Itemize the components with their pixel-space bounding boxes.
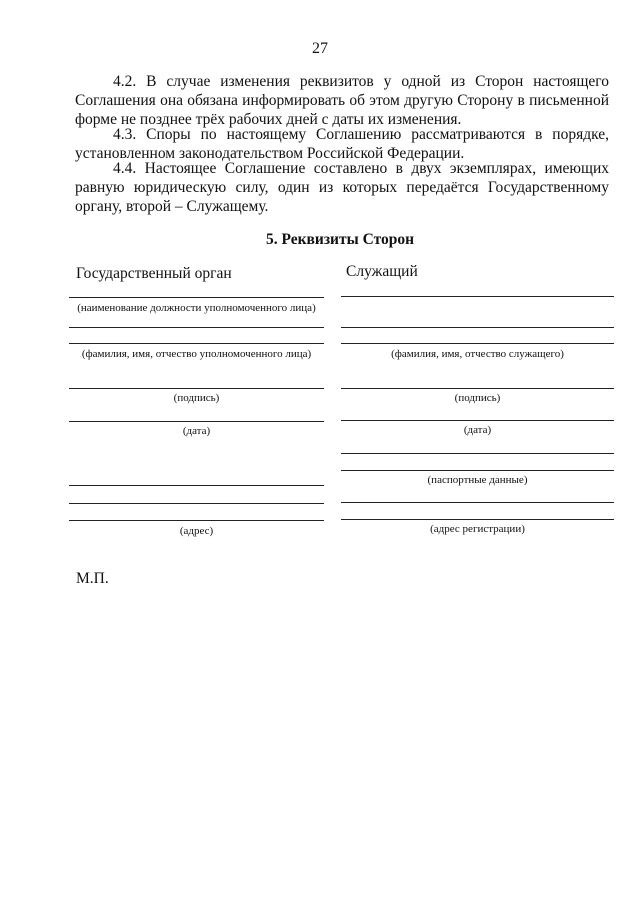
right-column-heading: Служащий — [346, 263, 418, 280]
employee-name-caption: (фамилия, имя, отчество служащего) — [391, 348, 564, 360]
registration-line-1 — [341, 502, 614, 503]
registration-caption: (адрес регистрации) — [430, 523, 525, 535]
position-line-2 — [69, 327, 324, 328]
registration-line-2 — [341, 519, 614, 520]
passport-caption: (паспортные данные) — [427, 474, 528, 486]
authorized-name-caption: (фамилия, имя, отчество уполномоченного лица) — [81, 348, 312, 360]
employee-name-line — [341, 343, 614, 344]
left-address-caption: (адрес) — [179, 525, 214, 537]
right-date-line — [341, 420, 614, 421]
passport-line-1 — [341, 453, 614, 454]
address-line-1 — [69, 485, 324, 486]
employee-line-1 — [341, 296, 614, 297]
address-line-2 — [69, 503, 324, 504]
left-date-line — [69, 421, 324, 422]
authorized-name-line — [69, 343, 324, 344]
section-title: 5. Реквизиты Сторон — [265, 231, 415, 248]
passport-line-2 — [341, 470, 614, 471]
left-signature-caption: (подпись) — [173, 392, 220, 404]
left-column-heading: Государственный орган — [76, 265, 232, 282]
authorized-name-line-2 — [69, 388, 324, 389]
position-caption: (наименование должности уполномоченного лица) — [77, 302, 316, 314]
paragraph-4-3: 4.3. Споры по настоящему Соглашению рассматриваются в порядке, установленном законодательством Российской Федерации. — [75, 126, 609, 162]
right-date-caption: (дата) — [463, 424, 492, 436]
position-line — [69, 297, 324, 298]
stamp-label: М.П. — [76, 570, 109, 587]
page-number: 27 — [312, 40, 328, 57]
paragraph-4-4: 4.4. Настоящее Соглашение составлено в двух экземплярах, имеющих равную юридическую силу, один из которых передаётся Государственному органу, второй – Служащему. — [75, 160, 609, 215]
address-line-3 — [69, 520, 324, 521]
paragraph-4-2: 4.2. В случае изменения реквизитов у одной из Сторон настоящего Соглашения она обязана информировать об этом другую Сторону в письменной форме не позднее трёх рабочих дней с даты их изменения. — [75, 73, 609, 128]
left-date-caption: (дата) — [182, 425, 211, 437]
employee-line-2 — [341, 327, 614, 328]
employee-name-line-2 — [341, 388, 614, 389]
right-signature-caption: (подпись) — [454, 392, 501, 404]
